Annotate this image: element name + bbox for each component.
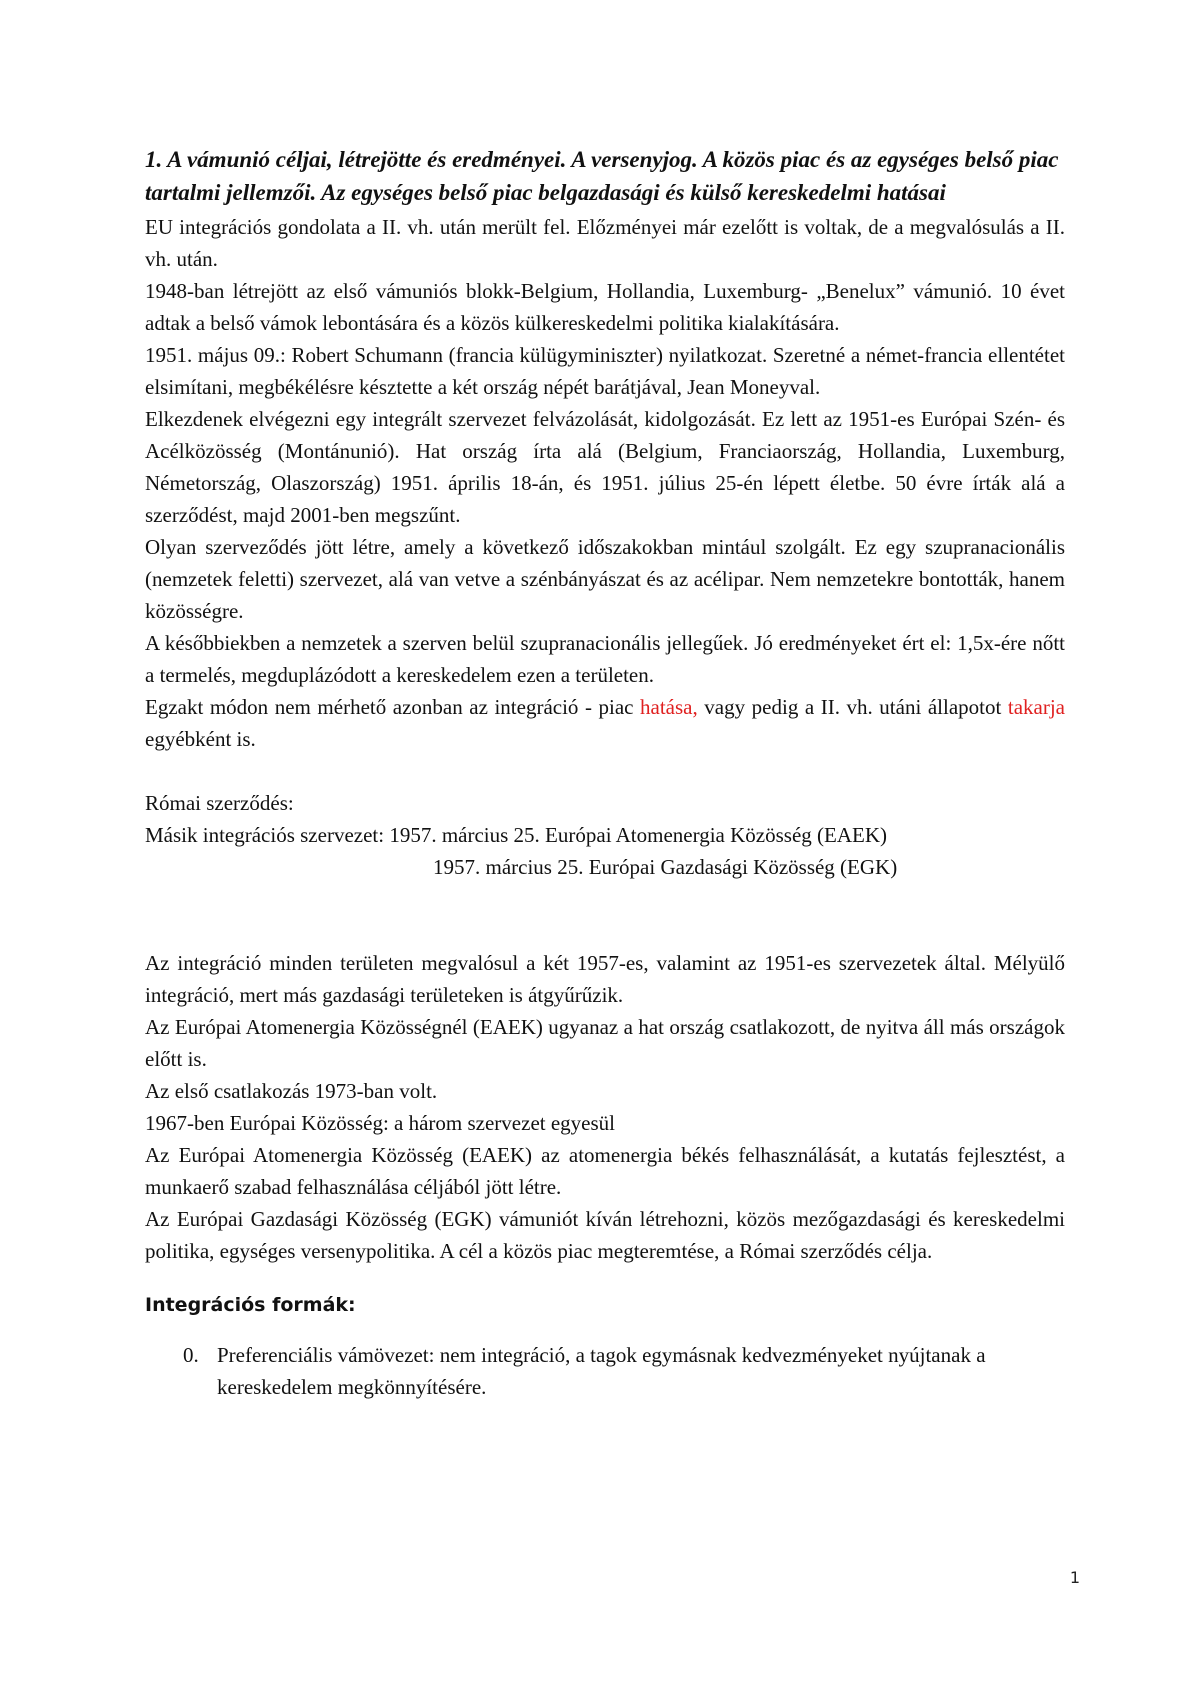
paragraph: 1951. május 09.: Robert Schumann (francia külügyminiszter) nyilatkozat. Szeretné a német-francia ellentétet elsimítani, megbékélésre késztette a két ország népét barátjával, Jean Moneyval. (145, 343, 1065, 399)
empty-line (145, 883, 1065, 915)
paragraph: 1948-ban létrejött az első vámuniós blokk-Belgium, Hollandia, Luxemburg- „Benelux” vámunió. 10 évet adtak a belső vámok lebontására és a közös külkereskedelmi politika kialakítására. (145, 279, 1065, 335)
roman-treaty-heading: Római szerződés: (145, 791, 294, 815)
document-title: 1. A vámunió céljai, létrejötte és eredményei. A versenyjog. A közös piac és az egységes belső piac tartalmi jellemzői. Az egységes belső piac belgazdasági és külső kereskedelmi hatásai (145, 147, 1059, 205)
highlighted-word: hatása, (640, 695, 698, 719)
paragraph: 1967-ben Európai Közösség: a három szervezet egyesül (145, 1111, 615, 1135)
list-item-number: 0. (183, 1343, 199, 1367)
paragraph: Az Európai Gazdasági Közösség (EGK) vámuniót kíván létrehozni, közös mezőgazdasági és kereskedelmi politika, egységes versenypolitika. A cél a közös piac megteremtése, a Római szerződés célja. (145, 1207, 1065, 1263)
highlighted-word: takarja (1007, 695, 1065, 719)
roman-treaty-line: Másik integrációs szervezet: 1957. március 25. Európai Atomenergia Közösség (EAEK) (145, 823, 887, 847)
integration-forms-list (145, 1339, 1065, 1403)
text-run: egyébként is. (145, 727, 256, 751)
empty-line (145, 915, 1065, 947)
list-item (145, 1339, 1065, 1403)
paragraph: Az integráció minden területen megvalósul a két 1957-es, valamint az 1951-es szervezetek által. Mélyülő integráció, mert más gazdasági területeken is átgyűrűzik. (145, 951, 1065, 1007)
page-number: 1 (1069, 1568, 1080, 1587)
paragraph: Az első csatlakozás 1973-ban volt. (145, 1079, 438, 1103)
section-heading: Integrációs formák: (145, 1294, 356, 1316)
paragraph: Elkezdenek elvégezni egy integrált szervezet felvázolását, kidolgozását. Ez lett az 1951-es Európai Szén- és Acélközösség (Montánunió). Hat ország írta alá (Belgium, Franciaország, Hollandia, Luxemburg, Németország, Olaszország) 1951. április 18-án, és 1951. július 25-én lépett életbe. 50 évre írták alá a szerződést, majd 2001-ben megszűnt. (145, 407, 1065, 527)
paragraph: A későbbiekben a nemzetek a szerven belül szupranacionális jellegűek. Jó eredményeket ért el: 1,5x-ére nőtt a termelés, megduplázódott a kereskedelem ezen a területen. (145, 631, 1065, 687)
text-run: Egzakt módon nem mérhető azonban az integráció - piac (145, 695, 641, 719)
paragraph: EU integrációs gondolata a II. vh. után merült fel. Előzményei már ezelőtt is voltak, de a megvalósulás a II. vh. után. (145, 215, 1065, 271)
list-item-text: Preferenciális vámövezet: nem integráció, a tagok egymásnak kedvezményeket nyújtanak a kereskedelem megkönnyítésére. (217, 1343, 986, 1399)
text-run: vagy pedig a II. vh. utáni állapotot (697, 695, 1008, 719)
empty-line (145, 1267, 1065, 1289)
document-body (145, 143, 1065, 1403)
paragraph: Az Európai Atomenergia Közösség (EAEK) az atomenergia békés felhasználását, a kutatás fejlesztést, a munkaerő szabad felhasználása céljából jött létre. (145, 1143, 1065, 1199)
empty-line (145, 1321, 1065, 1339)
paragraph: Olyan szerveződés jött létre, amely a következő időszakokban mintául szolgált. Ez egy szupranacionális (nemzetek feletti) szervezet, alá van vetve a szénbányászat és az acélipar. Nem nemzetekre bontották, hanem közösségre. (145, 535, 1065, 623)
roman-treaty-line-indented: 1957. március 25. Európai Gazdasági Közösség (EGK) (433, 855, 898, 879)
paragraph-with-highlights (145, 691, 1065, 755)
empty-line (145, 755, 1065, 787)
paragraph: Az Európai Atomenergia Közösségnél (EAEK) ugyanaz a hat ország csatlakozott, de nyitva áll más országok előtt is. (145, 1015, 1065, 1071)
